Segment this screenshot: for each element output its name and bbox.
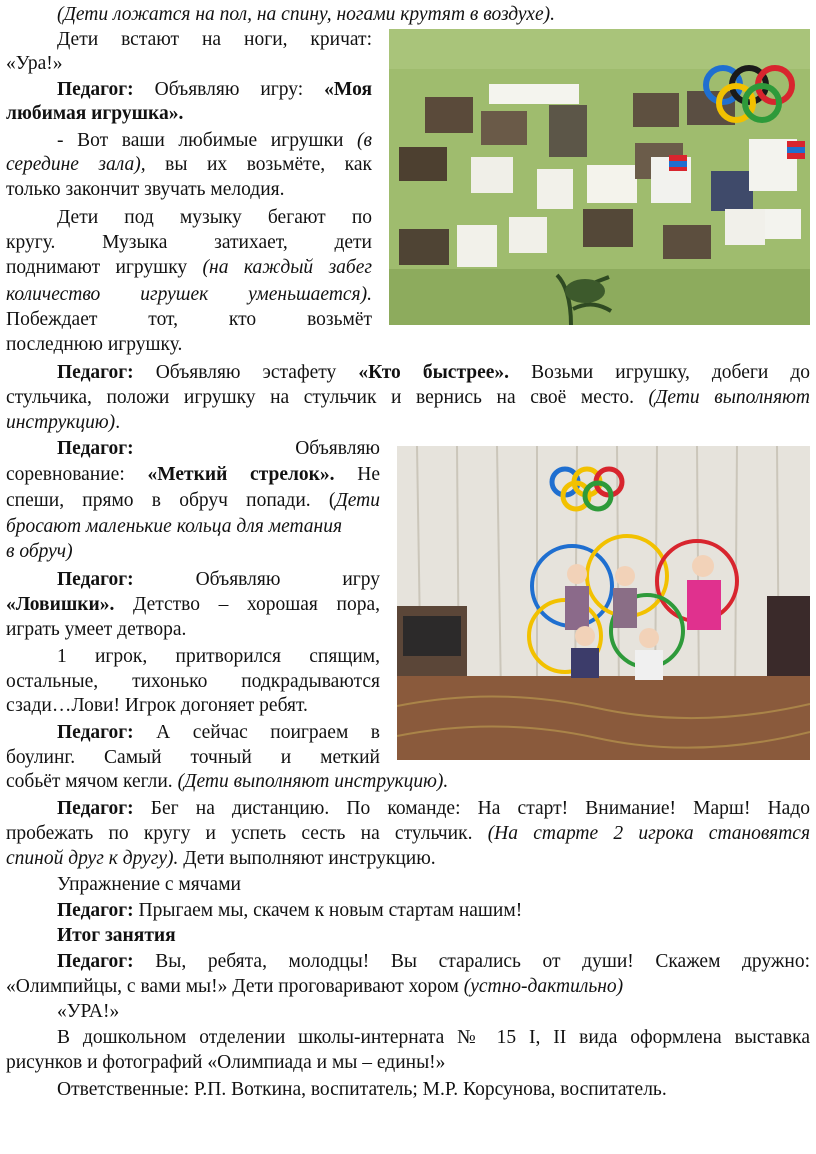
italic-text-run: (Дети выполняют инструкцию). xyxy=(177,771,449,792)
text-run: спеши, прямо в обруч попади. ( xyxy=(6,490,336,511)
text-run: «Ура!» xyxy=(6,53,63,74)
text-run: Возьми игрушку, добеги до xyxy=(509,362,810,383)
text-line xyxy=(57,721,380,745)
text-run: остальные, тихонько подкрадываются xyxy=(6,671,380,692)
bold-text-run: любимая игрушка». xyxy=(6,103,184,124)
bold-text-run: Педагог: xyxy=(57,798,134,819)
children-hoops-photo-image xyxy=(397,446,810,760)
text-line xyxy=(6,411,120,435)
text-line xyxy=(6,333,182,357)
bold-text-run: Педагог: xyxy=(57,362,134,383)
text-line xyxy=(6,1051,445,1075)
bold-text-run: Педагог: xyxy=(57,438,134,459)
children-hoops-photo xyxy=(397,446,810,760)
text-line xyxy=(6,515,342,539)
text-run: Объявляю игру: xyxy=(133,79,325,100)
bold-text-run: Педагог: xyxy=(57,951,134,972)
text-line xyxy=(57,206,372,230)
text-line xyxy=(6,231,372,255)
text-line xyxy=(6,256,372,280)
text-run: Дети встают на ноги, кричат: xyxy=(57,29,372,50)
italic-text-run: количество игрушек уменьшается). xyxy=(6,284,372,305)
italic-text-run: (в xyxy=(357,130,372,151)
text-run: Ответственные: Р.П. Воткина, воспитатель; М.Р. Корсунова, воспитатель. xyxy=(57,1079,667,1100)
text-line xyxy=(57,924,176,948)
text-run: «УРА!» xyxy=(57,1001,120,1022)
bold-text-run: «Ловишки». xyxy=(6,594,115,615)
text-line xyxy=(57,129,372,153)
text-line xyxy=(6,178,285,202)
text-line xyxy=(6,308,372,332)
text-run: Побеждает тот, кто возьмёт xyxy=(6,309,372,330)
text-line xyxy=(57,78,372,102)
text-run: собьёт мячом кегли. xyxy=(6,771,178,792)
bold-text-run: «Меткий стрелок». xyxy=(147,464,335,485)
text-run: Объявляю xyxy=(133,438,380,459)
text-run: «Олимпийцы, с вами мы!» Дети проговаривают хором xyxy=(6,976,464,997)
text-line xyxy=(6,153,372,177)
text-run: Не xyxy=(334,464,380,485)
text-run: Вы, ребята, молодцы! Вы старались от души! Скажем дружно: xyxy=(133,951,810,972)
bold-text-run: Педагог: xyxy=(57,79,134,100)
text-run: . xyxy=(115,412,121,433)
exhibition-photo-image xyxy=(389,29,810,325)
text-run: В дошкольном отделении школы-интерната № 15 I, II вида оформлена выставка xyxy=(57,1027,810,1048)
italic-text-run: (Дети выполняют xyxy=(648,387,810,408)
text-run: Дети выполняют инструкцию. xyxy=(178,848,436,869)
text-run: Прыгаем мы, скачем к новым стартам нашим! xyxy=(133,900,523,921)
text-line xyxy=(57,361,810,385)
text-line xyxy=(6,618,186,642)
text-run: сзади…Лови! Игрок догоняет ребят. xyxy=(6,695,308,716)
text-run: Объявляю игру xyxy=(133,569,380,590)
bold-text-run: Итог занятия xyxy=(57,925,176,946)
italic-text-run: середине зала), xyxy=(6,154,146,175)
text-line xyxy=(6,386,810,410)
text-line xyxy=(6,283,372,307)
text-run: Бег на дистанцию. По команде: На старт! Внимание! Марш! Надо xyxy=(133,798,810,819)
text-run: последнюю игрушку. xyxy=(6,334,183,355)
text-run: - Вот ваши любимые игрушки xyxy=(57,130,358,151)
text-line xyxy=(6,463,380,487)
italic-text-run: Дети xyxy=(335,490,380,511)
exhibition-photo xyxy=(389,29,810,325)
text-run: 1 игрок, притворился спящим, xyxy=(57,646,380,667)
bold-text-run: Педагог: xyxy=(57,569,134,590)
text-run: Дети под музыку бегают по xyxy=(57,207,372,228)
text-line xyxy=(6,975,623,999)
text-run: поднимают игрушку xyxy=(6,257,203,278)
text-run: Детство – хорошая пора, xyxy=(114,594,380,615)
italic-text-run: инструкцию) xyxy=(6,412,116,433)
text-line xyxy=(6,593,380,617)
text-line xyxy=(57,1026,810,1050)
text-run: играть умеет детвора. xyxy=(6,619,187,640)
italic-text-run: (На старте 2 игрока становятся xyxy=(487,823,811,844)
text-run: рисунков и фотографий «Олимпиада и мы – едины!» xyxy=(6,1052,446,1073)
text-line xyxy=(57,797,810,821)
text-line xyxy=(6,489,380,513)
text-run: Объявляю эстафету xyxy=(133,362,359,383)
text-run: пробежать по кругу и успеть сесть на стульчик. xyxy=(6,823,488,844)
text-run: только закончит звучать мелодия. xyxy=(6,179,285,200)
text-line xyxy=(57,899,522,923)
text-line xyxy=(57,645,380,669)
bold-text-run: «Кто быстрее». xyxy=(358,362,510,383)
italic-text-run: (устно-дактильно) xyxy=(463,976,624,997)
bold-text-run: Педагог: xyxy=(57,900,134,921)
italic-text-run: (на каждый забег xyxy=(202,257,372,278)
text-run: кругу. Музыка затихает, дети xyxy=(6,232,372,253)
text-line xyxy=(6,102,183,126)
text-run: А сейчас поиграем в xyxy=(133,722,380,743)
text-line xyxy=(57,1078,667,1102)
text-run: боулинг. Самый точный и меткий xyxy=(6,747,380,768)
bold-text-run: Педагог: xyxy=(57,722,134,743)
text-line xyxy=(6,746,380,770)
bold-text-run: «Моя xyxy=(324,79,372,100)
text-line xyxy=(57,3,555,27)
text-line xyxy=(6,847,436,871)
text-line xyxy=(6,670,380,694)
text-run: Упражнение с мячами xyxy=(57,874,241,895)
text-line xyxy=(57,437,380,461)
text-line xyxy=(57,28,372,52)
text-line xyxy=(57,950,810,974)
text-line xyxy=(6,822,810,846)
text-run: стульчика, положи игрушку на стульчик и вернись на своё место. xyxy=(6,387,649,408)
italic-text-run: в обруч) xyxy=(6,541,73,562)
text-line xyxy=(6,770,448,794)
text-run: соревнование: xyxy=(6,464,148,485)
text-line xyxy=(6,694,308,718)
text-line xyxy=(6,540,73,564)
italic-text-run: бросают маленькие кольца для метания xyxy=(6,516,343,537)
text-line xyxy=(57,568,380,592)
text-line xyxy=(6,52,63,76)
italic-text-run: спиной друг к другу). xyxy=(6,848,179,869)
italic-text-run: (Дети ложатся на пол, на спину, ногами крутят в воздухе). xyxy=(57,4,555,25)
text-run: вы их возьмёте, как xyxy=(145,154,372,175)
text-line xyxy=(57,873,241,897)
text-line xyxy=(57,1000,119,1024)
